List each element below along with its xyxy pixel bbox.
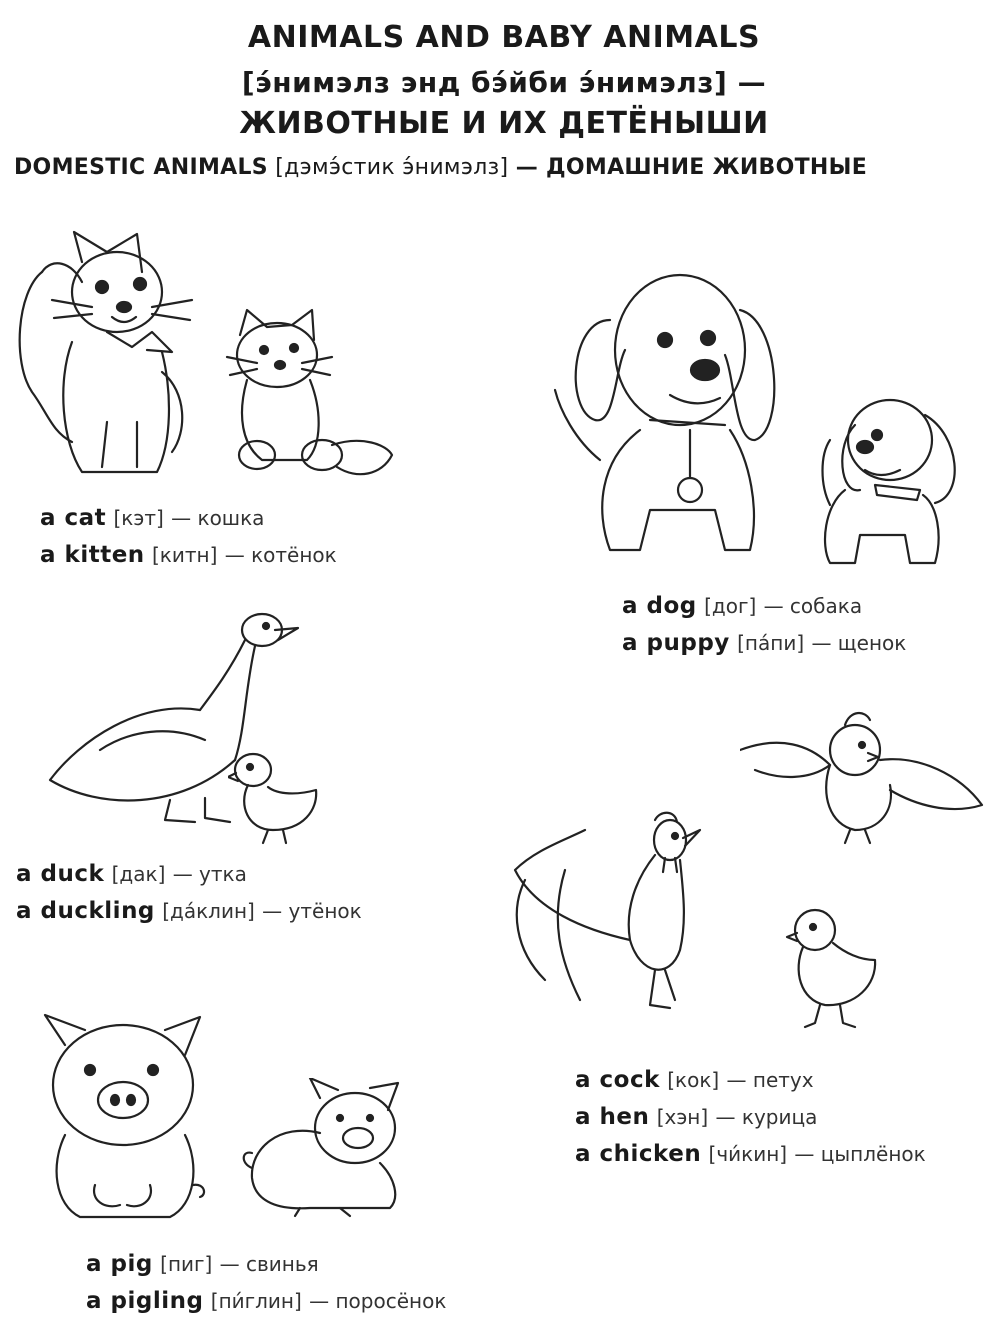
word-ru: — петух (726, 1068, 814, 1092)
cock-vocab (575, 1062, 926, 1173)
vocab-row (86, 1283, 446, 1320)
word-transcription: [чи́кин] (708, 1142, 788, 1166)
section-en: DOMESTIC ANIMALS (14, 155, 268, 180)
word-transcription: [китн] (151, 543, 218, 567)
title-transcription: [э́нимэлз энд бэ́йби э́нимэлз] — (241, 66, 767, 99)
word-ru: — утка (172, 862, 247, 886)
word-en: a duckling (16, 898, 155, 924)
vocab-row (40, 500, 337, 537)
word-en: a chicken (575, 1141, 702, 1167)
pig-illustration (35, 1005, 215, 1225)
duck-vocab (16, 856, 362, 930)
word-transcription: [па́пи] (737, 631, 805, 655)
section-heading (14, 155, 994, 180)
cat-illustration (12, 222, 202, 487)
word-en: a kitten (40, 542, 145, 568)
word-transcription: [дог] (704, 594, 757, 618)
word-transcription: [хэн] (656, 1105, 709, 1129)
vocab-row (40, 537, 337, 574)
word-en: a hen (575, 1104, 650, 1130)
word-en: a duck (16, 861, 105, 887)
vocab-row (622, 625, 906, 662)
pigling-illustration (240, 1078, 405, 1218)
vocab-row (16, 856, 362, 893)
title-russian: ЖИВОТНЫЕ И ИХ ДЕТЁНЫШИ (239, 106, 769, 141)
dog-vocab (622, 588, 906, 662)
title-english: ANIMALS AND BABY ANIMALS (247, 20, 761, 55)
dog-illustration (540, 260, 800, 570)
word-ru: — цыплёнок (794, 1142, 926, 1166)
duckling-illustration (228, 745, 323, 845)
vocab-row (575, 1099, 926, 1136)
section-ru: — ДОМАШНИЕ ЖИВОТНЫЕ (515, 155, 868, 180)
word-ru: — свинья (219, 1252, 319, 1276)
vocab-row (575, 1062, 926, 1099)
word-en: a dog (622, 593, 697, 619)
word-transcription: [пиг] (160, 1252, 213, 1276)
word-ru: — утёнок (262, 899, 362, 923)
word-en: a puppy (622, 630, 730, 656)
cock-illustration (505, 810, 710, 1010)
word-en: a cat (40, 505, 107, 531)
puppy-illustration (805, 385, 965, 575)
word-transcription: [да́клин] (162, 899, 255, 923)
word-en: a cock (575, 1067, 660, 1093)
word-transcription: [кэт] (113, 506, 164, 530)
vocab-row (16, 893, 362, 930)
word-en: a pig (86, 1251, 153, 1277)
word-en: a pigling (86, 1288, 204, 1314)
cat-vocab (40, 500, 337, 574)
word-transcription: [кок] (667, 1068, 720, 1092)
hen-illustration (740, 705, 985, 845)
word-transcription: [пи́глин] (210, 1289, 302, 1313)
pig-vocab (86, 1246, 446, 1320)
word-ru: — щенок (811, 631, 907, 655)
vocab-row (86, 1246, 446, 1283)
section-transcription: [дэмэ́стик э́нимэлз] (275, 155, 509, 180)
kitten-illustration (222, 305, 397, 490)
word-ru: — поросёнок (309, 1289, 447, 1313)
vocab-row (622, 588, 906, 625)
word-ru: — котёнок (224, 543, 337, 567)
vocab-row (575, 1136, 926, 1173)
word-transcription: [дак] (111, 862, 166, 886)
chicken-illustration (785, 905, 885, 1030)
word-ru: — кошка (171, 506, 265, 530)
word-ru: — курица (715, 1105, 818, 1129)
word-ru: — собака (763, 594, 863, 618)
